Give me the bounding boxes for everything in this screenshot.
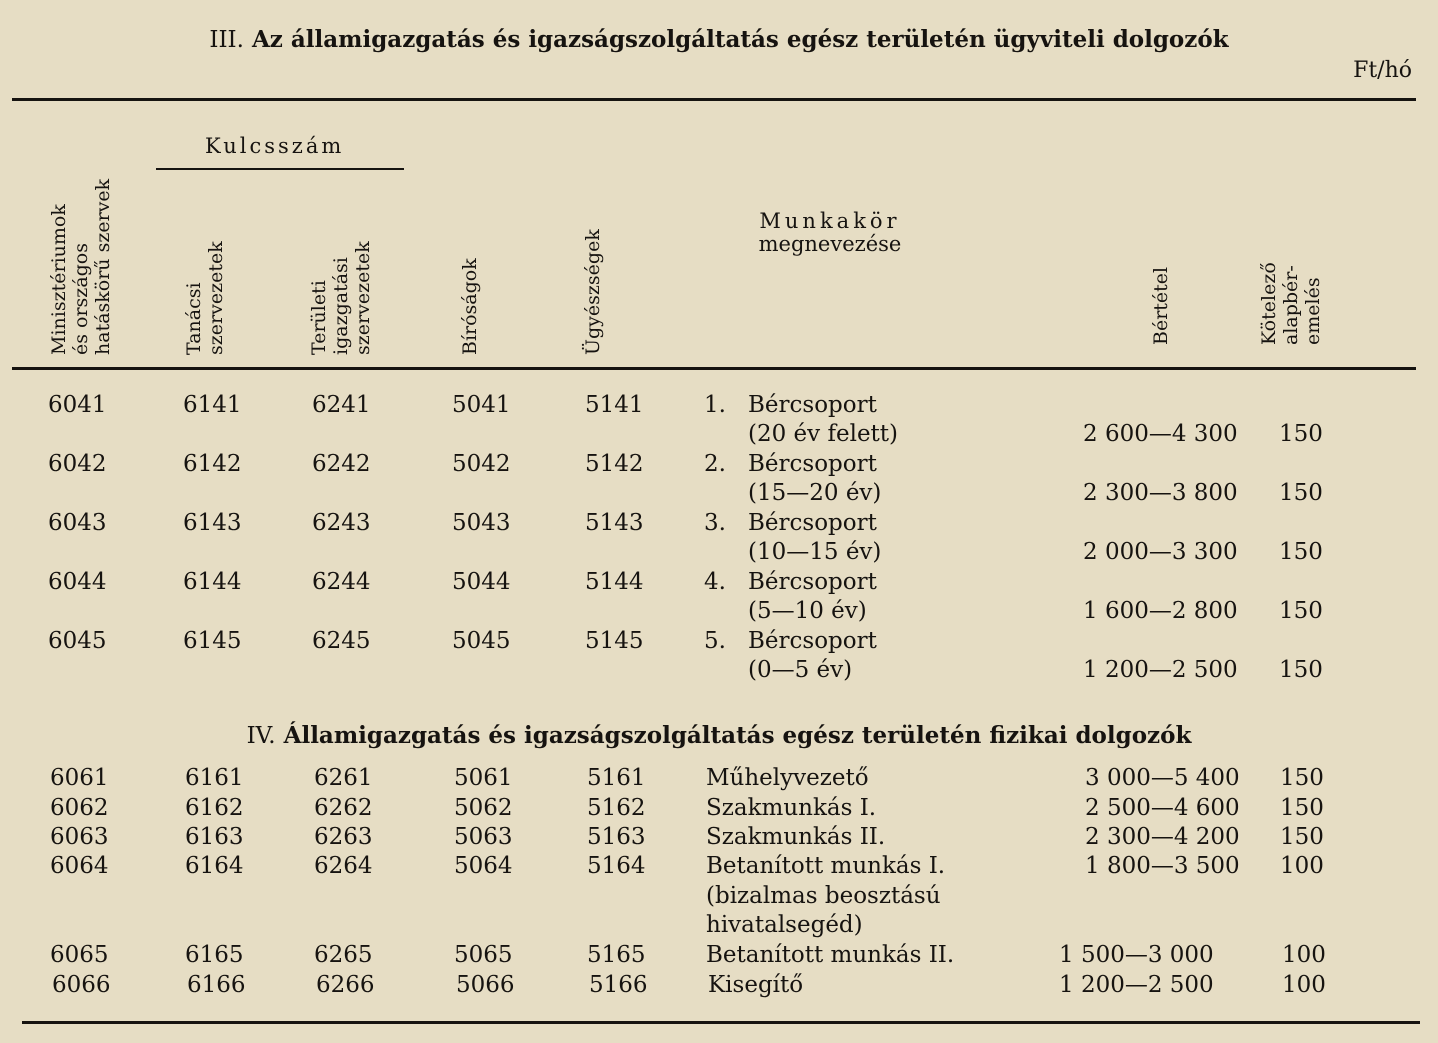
wage-range: 1 600—2 800	[1083, 598, 1238, 624]
code-ugyeszseg: 5162	[587, 795, 646, 821]
wage-range: 1 200—2 500	[1083, 657, 1238, 683]
group-number: 3.	[704, 510, 726, 536]
code-teruleti: 6265	[314, 942, 373, 968]
code-ministry: 6065	[50, 942, 109, 968]
unit-label: Ft/hó	[1353, 58, 1412, 83]
header-munkakor: Munkakör megnevezése	[758, 209, 902, 256]
mandatory-raise: 150	[1279, 421, 1323, 447]
code-ministry: 6066	[52, 972, 111, 998]
mandatory-raise: 150	[1280, 824, 1324, 850]
code-tanacsi: 6161	[185, 765, 244, 791]
wage-range: 2 000—3 300	[1083, 539, 1238, 565]
code-ministry: 6044	[48, 569, 107, 595]
code-teruleti: 6266	[316, 972, 375, 998]
mandatory-raise: 150	[1279, 657, 1323, 683]
group-number: 1.	[704, 392, 726, 418]
wage-range: 2 300—4 200	[1085, 824, 1240, 850]
code-birosag: 5065	[454, 942, 513, 968]
job-name: Műhelyvezető	[706, 765, 869, 791]
code-ugyeszseg: 5163	[587, 824, 646, 850]
wage-range: 1 500—3 000	[1059, 942, 1214, 968]
job-name-line-2: (bizalmas beosztású	[706, 883, 941, 909]
mandatory-raise: 150	[1279, 480, 1323, 506]
code-ugyeszseg: 5144	[585, 569, 644, 595]
section-4-title	[0, 722, 1438, 749]
mandatory-raise: 150	[1279, 539, 1323, 565]
code-birosag: 5066	[456, 972, 515, 998]
header-kotelezo: Kötelező alapbér- emelés	[1258, 262, 1324, 345]
wage-range: 3 000—5 400	[1085, 765, 1240, 791]
group-name: Bércsoport	[748, 510, 877, 536]
code-birosag: 5063	[454, 824, 513, 850]
code-tanacsi: 6166	[187, 972, 246, 998]
group-years: (5—10 év)	[748, 598, 867, 624]
mandatory-raise: 100	[1282, 942, 1326, 968]
code-ministry: 6061	[50, 765, 109, 791]
code-ugyeszseg: 5145	[585, 628, 644, 654]
job-name: Szakmunkás I.	[706, 795, 877, 821]
group-number: 4.	[704, 569, 726, 595]
job-name-line-3: hivatalsegéd)	[706, 912, 863, 938]
code-teruleti: 6261	[314, 765, 373, 791]
code-teruleti: 6264	[314, 853, 373, 879]
code-birosag: 5044	[452, 569, 511, 595]
code-ugyeszseg: 5164	[587, 853, 646, 879]
header-tanacsi: Tanácsi szervezetek	[183, 241, 227, 355]
group-name: Bércsoport	[748, 628, 877, 654]
wage-range: 1 800—3 500	[1085, 853, 1240, 879]
job-name: Betanított munkás I.	[706, 853, 946, 879]
group-name: Bércsoport	[748, 392, 877, 418]
wage-range: 2 300—3 800	[1083, 480, 1238, 506]
code-birosag: 5045	[452, 628, 511, 654]
code-teruleti: 6241	[312, 392, 371, 418]
code-ugyeszseg: 5165	[587, 942, 646, 968]
header-ugyeszsegek: Ügyészségek	[582, 229, 604, 355]
code-teruleti: 6245	[312, 628, 371, 654]
code-ugyeszseg: 5166	[589, 972, 648, 998]
code-tanacsi: 6141	[183, 392, 242, 418]
header-bottom-rule	[12, 367, 1416, 370]
code-ministry: 6064	[50, 853, 109, 879]
code-tanacsi: 6165	[185, 942, 244, 968]
code-birosag: 5062	[454, 795, 513, 821]
wage-range: 2 500—4 600	[1085, 795, 1240, 821]
code-ugyeszseg: 5143	[585, 510, 644, 536]
code-tanacsi: 6163	[185, 824, 244, 850]
code-birosag: 5041	[452, 392, 511, 418]
section-3-roman: III.	[209, 27, 244, 53]
code-tanacsi: 6162	[185, 795, 244, 821]
group-name: Bércsoport	[748, 451, 877, 477]
code-teruleti: 6244	[312, 569, 371, 595]
mandatory-raise: 150	[1280, 795, 1324, 821]
header-birosagok: Bíróságok	[459, 258, 481, 355]
code-ministry: 6043	[48, 510, 107, 536]
code-tanacsi: 6142	[183, 451, 242, 477]
code-ministry: 6045	[48, 628, 107, 654]
code-birosag: 5061	[454, 765, 513, 791]
section-3-title	[0, 26, 1438, 53]
code-tanacsi: 6143	[183, 510, 242, 536]
section-3-title-text: Az államigazgatás és igazságszolgáltatás egész területén ügyviteli dolgozók	[251, 26, 1229, 53]
mandatory-raise: 100	[1280, 853, 1324, 879]
code-ministry: 6063	[50, 824, 109, 850]
section-4-roman: IV.	[246, 723, 276, 749]
code-ugyeszseg: 5142	[585, 451, 644, 477]
code-tanacsi: 6164	[185, 853, 244, 879]
code-teruleti: 6262	[314, 795, 373, 821]
mandatory-raise: 150	[1279, 598, 1323, 624]
code-birosag: 5064	[454, 853, 513, 879]
header-kulcsszam: Kulcsszám	[205, 134, 345, 158]
code-ugyeszseg: 5161	[587, 765, 646, 791]
wage-range: 1 200—2 500	[1059, 972, 1214, 998]
group-years: (20 év felett)	[748, 421, 899, 447]
code-birosag: 5043	[452, 510, 511, 536]
code-teruleti: 6243	[312, 510, 371, 536]
job-name: Szakmunkás II.	[706, 824, 886, 850]
group-number: 5.	[704, 628, 726, 654]
code-ugyeszseg: 5141	[585, 392, 644, 418]
group-number: 2.	[704, 451, 726, 477]
top-rule	[12, 98, 1416, 101]
header-teruleti: Területi igazgatási szervezetek	[308, 241, 374, 355]
wage-range: 2 600—4 300	[1083, 421, 1238, 447]
code-teruleti: 6242	[312, 451, 371, 477]
code-birosag: 5042	[452, 451, 511, 477]
code-ministry: 6062	[50, 795, 109, 821]
header-bertetel: Bértétel	[1150, 266, 1172, 345]
group-years: (15—20 év)	[748, 480, 882, 506]
job-name: Kisegítő	[708, 972, 804, 998]
mandatory-raise: 150	[1280, 765, 1324, 791]
header-miniszteriumok: Minisztériumok és országos hatáskörű szervek	[48, 178, 114, 355]
code-teruleti: 6263	[314, 824, 373, 850]
group-name: Bércsoport	[748, 569, 877, 595]
bottom-rule	[22, 1021, 1420, 1024]
group-years: (0—5 év)	[748, 657, 853, 683]
code-tanacsi: 6144	[183, 569, 242, 595]
kulcsszam-rule	[156, 168, 404, 170]
code-tanacsi: 6145	[183, 628, 242, 654]
mandatory-raise: 100	[1282, 972, 1326, 998]
code-ministry: 6041	[48, 392, 107, 418]
section-4-title-text: Államigazgatás és igazságszolgáltatás egész területén fizikai dolgozók	[283, 722, 1192, 749]
group-years: (10—15 év)	[748, 539, 882, 565]
job-name: Betanított munkás II.	[706, 942, 955, 968]
code-ministry: 6042	[48, 451, 107, 477]
